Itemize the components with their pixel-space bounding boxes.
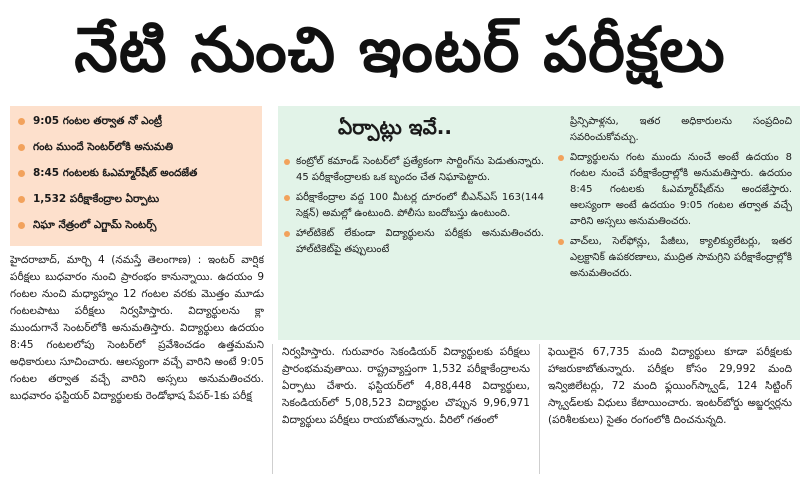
arrangement-item <box>556 150 792 230</box>
bullet-icon <box>18 118 25 125</box>
arrangements-title: ఏర్పాట్లు ఇవే.. <box>338 115 452 139</box>
bullet-icon <box>558 155 564 161</box>
highlight-item <box>18 166 254 180</box>
arrangement-item <box>282 154 544 186</box>
highlight-item <box>18 218 254 232</box>
bullet-icon <box>284 231 290 237</box>
highlight-item <box>18 192 254 206</box>
bullet-icon <box>18 196 25 203</box>
arrangement-item <box>556 234 792 282</box>
highlight-text: నిఘా నేత్రంలో ఎగ్జామ్ సెంటర్స్ <box>33 219 157 231</box>
headline: నేటి నుంచి ఇంటర్ పరీక్షలు <box>74 13 726 86</box>
bullet-icon <box>284 159 290 165</box>
article-column-1: హైదరాబాద్, మార్చి 4 (నమస్తే తెలంగాణ) : ఇంటర్ వార్షిక పరీక్షలు బుధవారం నుంచి ప్రారంభం కానున్నాయి. ఉదయం 9 గంటల నుంచి మధ్యాహ్నం 12 గంటల వరకు మొత్తం మూడు గంటలపాటు పరీక్షలు నిర్వహిస్తారు. విద్యార్థులను క్లా ముందుగానే సెంటర్‌లోకి అనుమతిస్తారు. విద్యార్థులు ఉదయం 8:45 గంటలలోపు సెంటర్‌లో ప్రవేశించడం ఉత్తమమని అధికారులు సూచించారు. ఆలస్యంగా వచ్చే వారిని అంటే 9:05 గంటల తర్వాత వచ్చే వారిని అస్సలు అనుమతించరు. బుధవారం ఫస్టియర్ విద్యార్థులకు రెండోభాష పేపర్-1కు పరీక్ష <box>10 254 264 402</box>
column-divider <box>539 344 540 474</box>
highlight-text: 9:05 గంటల తర్వాత నో ఎంట్రీ <box>33 115 163 127</box>
bullet-icon <box>18 144 25 151</box>
article-column-3: ఫెయిలైన 67,735 మంది విద్యార్థులు కూడా పరీక్షలకు హాజరుకాబోతున్నారు. పరీక్షల కోసం 29,992 మంది ఇన్విజిలేటర్లు, 72 మంది ఫ్లయింగ్‌స్క్వాడ్, 124 సిట్టింగ్ స్క్వాడ్‌లకు విధులు కేటాయించారు. ఇంటర్‌బోర్డు అబ్జర్వర్లను (పరిశీలకులు) సైతం రంగంలోకి దించనున్నది. <box>548 346 792 426</box>
arrangement-text: హాల్‌టికెట్ లేకుండా విద్యార్థులను పరీక్షకు అనుమతించరు. హాల్‌టికెట్‌పై తప్పులుంటే <box>296 228 544 255</box>
highlight-item <box>18 140 254 154</box>
bullet-icon <box>18 170 25 177</box>
arrangement-item <box>282 226 544 258</box>
arrangements-right-column <box>556 114 792 286</box>
highlight-text: 1,532 పరీక్షాకేంద్రాల ఏర్పాటు <box>33 193 160 205</box>
arrangements-box <box>278 106 800 340</box>
article-column-2: నిర్వహిస్తారు. గురువారం సెకండియర్ విద్యార్థులకు పరీక్షలు ప్రారంభమవుతాయి. రాష్ట్రవ్యాప్తంగా 1,532 పరీక్షాకేంద్రాలను ఏర్పాటు చేశారు. ఫస్టియర్‌లో 4,88,448 విద్యార్థులు, సెకండియర్‌లో 5,08,523 విద్యార్థుల చొప్పున 9,96,971 విద్యార్థులు పరీక్షలు రాయబోతున్నారు. వీరిలో గతంలో <box>282 346 530 426</box>
arrangements-left-column <box>282 154 544 262</box>
arrangement-text: విద్యార్థులను గంట ముందు నుంచే అంటే ఉదయం 8 గంటల నుంచే పరీక్షాకేంద్రాల్లోకి అనుమతిస్తారు. ఉదయం 8:45 గంటలకు ఓఎమ్మార్‌షీట్‌ను అందజేస్తారు. ఆలస్యంగా అంటే ఉదయం 9:05 గంటల తర్వాత వచ్చే వారిని అస్సలు అనుమతించరు. <box>570 152 792 227</box>
arrangement-text: వాచ్‌లు, సెల్‌ఫోన్లు, పేజీలు, క్యాలిక్యులేటర్లు, ఇతర ఎల్రక్టానిక్ ఉపకరణాలు, ముద్రిత సామగ్రిని పరీక్షాకేంద్రాల్లోకి అనుమతించరు. <box>570 236 792 279</box>
bullet-icon <box>284 195 290 201</box>
arrangement-text: పరీక్షాకేంద్రాల వద్ద 100 మీటర్ల దూరంలో బీఎన్‌ఎస్ 163(144 సెక్షన్) అమల్లో ఉంటుంది. పోలీసు బందోబస్తు ఉంటుంది. <box>296 192 544 219</box>
bullet-icon <box>18 222 25 229</box>
column-divider <box>272 344 273 474</box>
arrangement-continuation: ప్రిన్సిపాళ్లను, ఇతర అధికారులను సంప్రదించి సవరించుకోవచ్చు. <box>570 116 792 143</box>
highlight-text: గంట ముందే సెంటర్‌లోకి అనుమతి <box>33 141 174 153</box>
arrangement-text: కంట్రోల్ కమాండ్ సెంటర్‌లో ప్రత్యేకంగా సార్టింగ్‌ను పెడుతున్నారు. 45 పరీక్షాకేంద్రాలకు ఒక బృందం చేత నిఘాపెట్టారు. <box>296 156 544 183</box>
highlight-item <box>18 114 254 128</box>
arrangement-item <box>282 190 544 222</box>
highlights-box <box>10 106 262 246</box>
bullet-icon <box>558 239 564 245</box>
highlight-text: 8:45 గంటలకు ఓఎమ్మార్‌షీట్ అందజేత <box>33 167 198 179</box>
